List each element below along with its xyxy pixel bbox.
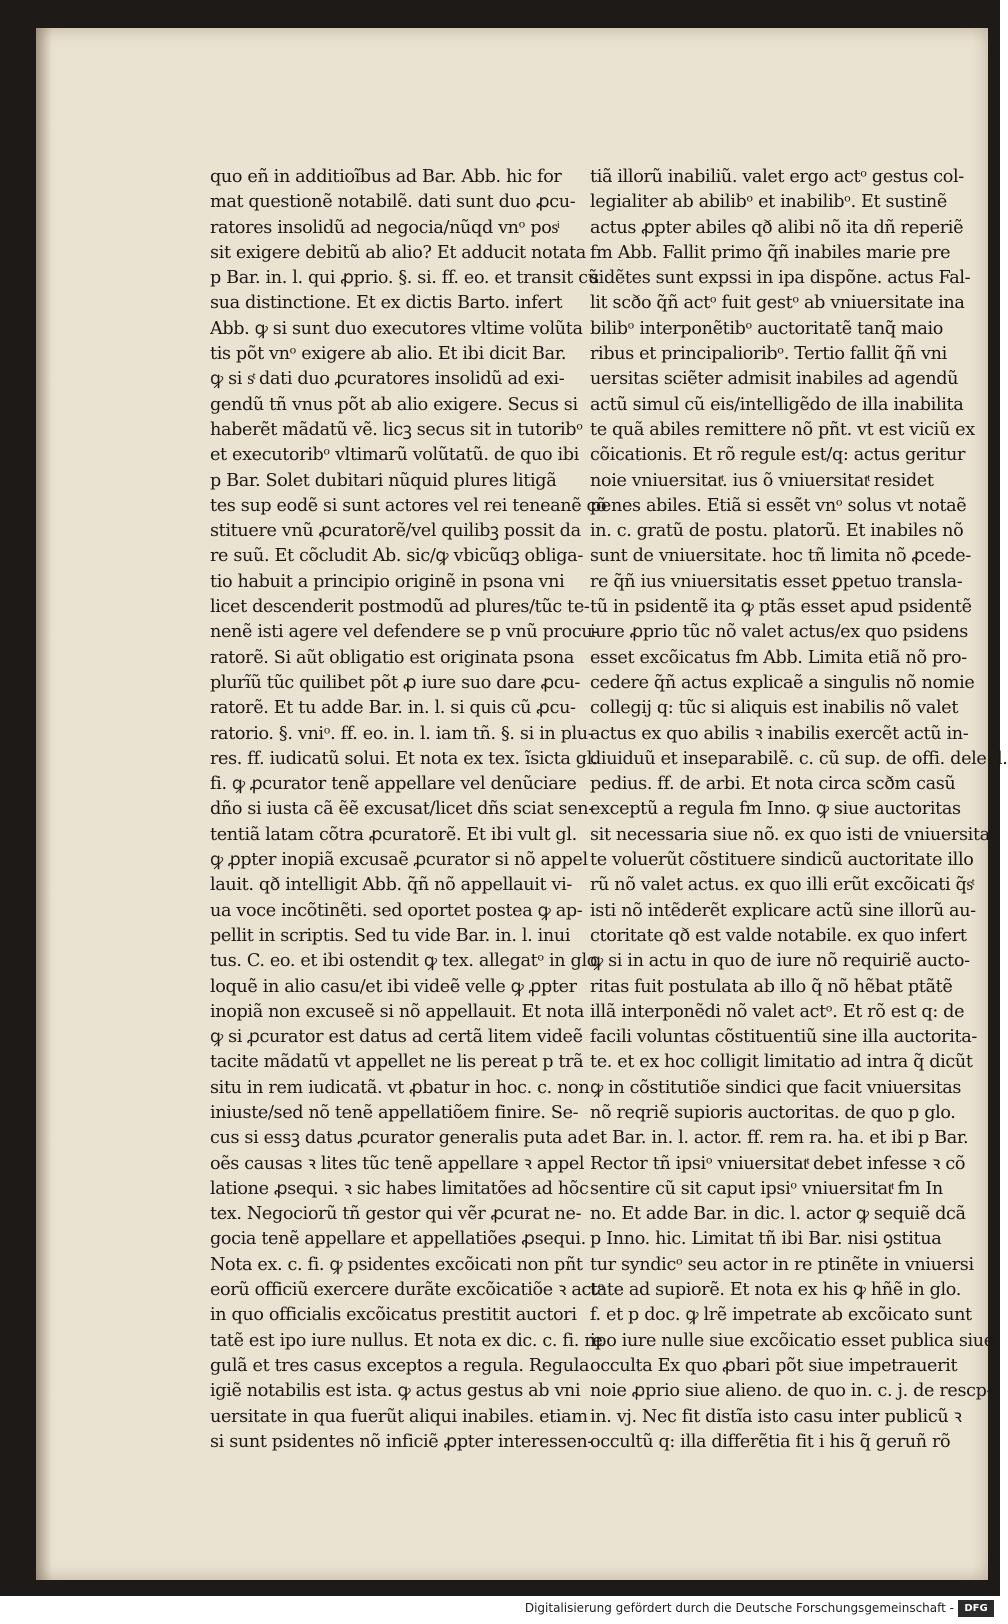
text-line: uersitate in qua fuerũt aliqui inabiles. etiam	[210, 1406, 588, 1427]
text-line: p Bar. in. l. qui ꝓprio. §. si. ff. eo. et transit cũ	[210, 268, 599, 289]
text-line: inopiã non excuseẽ si nõ appellauit. Et nota	[210, 1001, 585, 1022]
text-line: actus ꝓpter abiles qð alibi nõ ita dñ reperiẽ	[590, 217, 964, 238]
right-text-column	[590, 165, 1008, 1455]
text-line: nõ reqriẽ supioris auctoritas. de quo p glo.	[590, 1102, 956, 1123]
text-line: ritas fuit postulata ab illo q̃ nõ hẽbat ptãtẽ	[590, 976, 953, 997]
text-line: sit exigere debitũ ab alio? Et adducit notata	[210, 242, 586, 263]
text-line: facili voluntas cõstituentiũ sine illa auctorita‑	[590, 1027, 977, 1048]
text-line: penes abiles. Etiã si essẽt vnᵒ solus vt notaẽ	[590, 495, 967, 516]
text-line: cus si essꝫ datus ꝓcurator generalis puta ad	[210, 1128, 589, 1149]
text-line: latione ꝓsequi. ꝛ sic habes limitatões ad hõc	[210, 1178, 589, 1199]
text-line: iniuste/sed nõ tenẽ appellatiõem finire. Se‑	[210, 1102, 579, 1123]
text-line: oẽs causas ꝛ lites tũc tenẽ appellare ꝛ appel	[210, 1153, 585, 1174]
left-text-column	[210, 165, 607, 1455]
footer-bar	[0, 1596, 1000, 1624]
text-line: gulã et tres casus exceptos a regula. Regula	[210, 1355, 590, 1376]
text-line: ꝙ si in actu in quo de iure nõ requiriẽ aucto‑	[590, 951, 970, 972]
text-line: lauit. qð intelligit Abb. q̃ñ nõ appellauit vi‑	[210, 875, 572, 896]
text-line: actus ex quo abilis ꝛ inabilis exercẽt actũ in‑	[590, 723, 969, 744]
text-line: stituere vnũ ꝓcuratorẽ/vel quilibꝫ possit da	[210, 521, 581, 542]
text-line: plurĩũ tũc quilibet põt ꝓ iure suo dare ꝓcu‑	[210, 672, 581, 693]
text-line: tis põt vnᵒ exigere ab alio. Et ibi dicit Bar.	[210, 344, 567, 365]
text-line: re q̃ñ ius vniuersitatis esset ꝑpetuo transla‑	[590, 571, 963, 592]
text-line: sentire cũ sit caput ipsiᵒ vniuersitatͭ fm In	[590, 1178, 943, 1199]
text-line: f. et p doc. ꝙ lrẽ impetrate ab excõicato sunt	[590, 1305, 972, 1326]
text-line: lit scðo q̃ñ actᵒ fuit gestᵒ ab vniuersitate ina	[590, 293, 965, 314]
text-line: quo eñ in additioĩbus ad Bar. Abb. hic for	[210, 167, 562, 187]
text-line: te. et ex hoc colligit limitatio ad intra q̃ dicũt	[590, 1052, 973, 1073]
text-line: tũ in psidentẽ ita ꝙ ptãs esset apud psidentẽ	[590, 597, 972, 618]
text-line: occultũ q: illa differẽtia fit i his q̃ geruñ rõ	[590, 1431, 951, 1452]
text-line: pellit in scriptis. Sed tu vide Bar. in. l. inui	[210, 925, 571, 946]
text-line: te voluerũt cõstituere sindicũ auctoritate illo	[590, 850, 974, 871]
text-line: esset excõicatus fm Abb. Limita etiã nõ pro‑	[590, 647, 967, 668]
text-line: re suũ. Et cõcludit Ab. sic/ꝙ vbicũqꝫ obliga‑	[210, 546, 583, 567]
page-gutter-shadow	[36, 28, 52, 1580]
funding-credit: Digitalisierung gefördert durch die Deutsche Forschungsgemeinschaft -	[524, 1601, 954, 1615]
text-line: ꝙ in cõstitutiõe sindici que facit vniuersitas	[590, 1077, 962, 1098]
text-line: legialiter ab abilibᵒ et inabilibᵒ. Et sustinẽ	[590, 192, 947, 213]
text-line: loquẽ in alio casu/et ibi videẽ velle ꝙ ꝓpter	[210, 976, 577, 997]
text-line: in quo officialis excõicatus prestitit auctori	[210, 1305, 577, 1326]
text-line: occulta Ex quo ꝓbari põt siue impetrauerit	[590, 1355, 958, 1376]
text-line: ratorio. §. vniᵒ. ff. eo. in. l. iam tñ. §. si in plu‑	[210, 723, 594, 744]
text-line: diuiduũ et inseparabilẽ. c. cũ sup. de offi. dele. l.	[590, 748, 1008, 769]
text-line: rũ nõ valet actus. ex quo illi erũt excõicati q̃sͭ	[590, 875, 973, 896]
text-line: noie ꝓprio siue alieno. de quo in. c. j. de rescp‑	[590, 1381, 993, 1402]
text-line: tio habuit a principio originẽ in psona vni	[210, 571, 565, 592]
text-line: ratores insolidũ ad negocia/nũqd vnᵒ posͥ	[210, 217, 558, 238]
text-line: mat questionẽ notabilẽ. dati sunt duo ꝓcu‑	[210, 192, 576, 213]
text-line: noie vniuersitatͭ. ius õ vniuersitatͭ residet	[590, 470, 934, 491]
text-line: dño si iusta cã ẽẽ excusat/licet dñs sciat sen‑	[210, 799, 594, 820]
text-line: uersitas sciẽter admisit inabiles ad agendũ	[590, 369, 959, 390]
text-line: sidẽtes sunt expssi in ipa dispõne. actus Fal‑	[590, 268, 971, 289]
text-line: p Inno. hic. Limitat tñ ibi Bar. nisi ꝯstitua	[590, 1229, 942, 1250]
text-line: tatẽ est ipo iure nullus. Et nota ex dic. c. fi. re	[210, 1330, 603, 1351]
text-line: tiã illorũ inabiliũ. valet ergo actᵒ gestus col‑	[590, 167, 964, 187]
text-line: ꝙ ꝓpter inopiã excusaẽ ꝓcurator si nõ appel	[210, 850, 588, 871]
text-line: ribus et principalioribᵒ. Tertio fallit q̃ñ vni	[590, 344, 947, 365]
text-line: ꝙ si ꝓcurator est datus ad certã litem videẽ	[210, 1027, 583, 1048]
text-line: sit necessaria siue nõ. ex quo isti de vniuersita	[590, 824, 990, 845]
text-line: tacite mãdatũ vt appellet ne lis pereat p trã	[210, 1052, 584, 1073]
text-line: te quã abiles remittere nõ pñt. vt est viciũ ex	[590, 419, 975, 440]
text-line: no. Et adde Bar. in dic. l. actor ꝙ sequiẽ dcã	[590, 1204, 966, 1225]
text-line: et executoribᵒ vltimarũ volũtatũ. de quo ibi	[210, 445, 579, 466]
text-line: ctoritate qð est valde notabile. ex quo infert	[590, 925, 967, 946]
text-line: in. vj. Nec fit distĩa isto casu inter publicũ ꝛ	[590, 1406, 962, 1427]
text-line: isti nõ intẽderẽt explicare actũ sine illorũ au‑	[590, 900, 976, 921]
text-line: res. ff. iudicatũ solui. Et nota ex tex. ĩsicta gl.	[210, 748, 598, 769]
text-line: Abb. ꝙ si sunt duo executores vltime volũta	[210, 318, 583, 339]
text-line: ipo iure nulle siue excõicatio esset publica siue	[590, 1330, 994, 1351]
text-line: eorũ officiũ exercere durãte excõicatiõe ꝛ actᵒ	[210, 1280, 605, 1301]
text-line: ꝙ si sͭ dati duo ꝓcuratores insolidũ ad exi‑	[210, 369, 565, 390]
text-line: ratorẽ. Et tu adde Bar. in. l. si quis cũ ꝓcu‑	[210, 698, 576, 719]
text-line: exceptũ a regula fm Inno. ꝙ siue auctoritas	[590, 799, 961, 820]
text-line: et Bar. in. l. actor. ff. rem ra. ha. et ibi p Bar.	[590, 1128, 969, 1149]
text-line: fi. ꝙ ꝓcurator tenẽ appellare vel denũciare	[210, 774, 577, 795]
text-line: p Bar. Solet dubitari nũquid plures litigã	[210, 470, 557, 491]
text-line: licet descenderit postmodũ ad plures/tũc te‑	[210, 597, 590, 618]
text-line: actũ simul cũ eis/intelligẽdo de illa inabilita	[590, 394, 964, 415]
text-line: situ in rem iudicatã. vt ꝓbatur in hoc. c. non	[210, 1077, 590, 1098]
text-line: ratorẽ. Si aũt obligatio est originata psona	[210, 647, 574, 668]
text-line: Rector tñ ipsiᵒ vniuersitatͭ debet infesse ꝛ cõ	[590, 1153, 966, 1174]
text-line: haberẽt mãdatũ vẽ. licꝫ secus sit in tutoribᵒ	[210, 419, 583, 440]
text-line: bilibᵒ interponẽtibᵒ auctoritatẽ tanq̃ maio	[590, 318, 943, 339]
text-line: in. c. gratũ de postu. platorũ. Et inabiles nõ	[590, 521, 964, 542]
text-line: tus. C. eo. et ibi ostendit ꝙ tex. allegatᵒ in glo.	[210, 951, 602, 972]
text-line: cõicationis. Et rõ regule est/q: actus geritur	[590, 445, 966, 466]
text-line: si sunt psidentes nõ inficiẽ ꝓpter interessen‑	[210, 1431, 594, 1452]
text-line: sunt de vniuersitate. hoc tñ limita nõ ꝓcede‑	[590, 546, 971, 567]
text-line: tex. Negociorũ tñ gestor qui vẽr ꝓcurat ne‑	[210, 1204, 582, 1225]
text-line: fm Abb. Fallit primo q̃ñ inabiles marie pre	[590, 242, 951, 263]
text-line: tentiã latam cõtra ꝓcuratorẽ. Et ibi vult gl.	[210, 824, 577, 845]
text-line: ua voce incõtinẽti. sed oportet postea ꝙ ap‑	[210, 900, 583, 921]
text-line: iure ꝓprio tũc nõ valet actus/ex quo psidens	[590, 622, 968, 643]
text-line: nenẽ isti agere vel defendere se p vnũ procu‑	[210, 622, 598, 643]
text-line: tes sup eodẽ si sunt actores vel rei teneanẽ cõ	[210, 495, 607, 516]
text-line: cedere q̃ñ actus explicaẽ a singulis nõ nomie	[590, 672, 975, 693]
text-line: collegij q: tũc si aliquis est inabilis nõ valet	[590, 698, 959, 719]
text-line: illã interponẽdi nõ valet actᵒ. Et rõ est q: de	[590, 1001, 965, 1022]
text-line: gocia tenẽ appellare et appellatiões ꝓsequi.	[210, 1229, 586, 1250]
text-line: pedius. ff. de arbi. Et nota circa scðm casũ	[590, 774, 956, 795]
text-line: Nota ex. c. fi. ꝙ psidentes excõicati non pñt	[210, 1254, 583, 1275]
text-line: gendũ tñ vnus põt ab alio exigere. Secus si	[210, 394, 578, 415]
text-line: igiẽ notabilis est ista. ꝙ actus gestus ab vni	[210, 1381, 581, 1402]
text-line: tate ad supiorẽ. Et nota ex his ꝙ hñẽ in glo.	[590, 1280, 961, 1301]
text-line: sua distinctione. Et ex dictis Barto. infert	[210, 293, 563, 314]
dfg-logo: DFG	[958, 1600, 994, 1617]
text-line: tur syndicᵒ seu actor in re ptinẽte in vniuersi	[590, 1254, 974, 1275]
